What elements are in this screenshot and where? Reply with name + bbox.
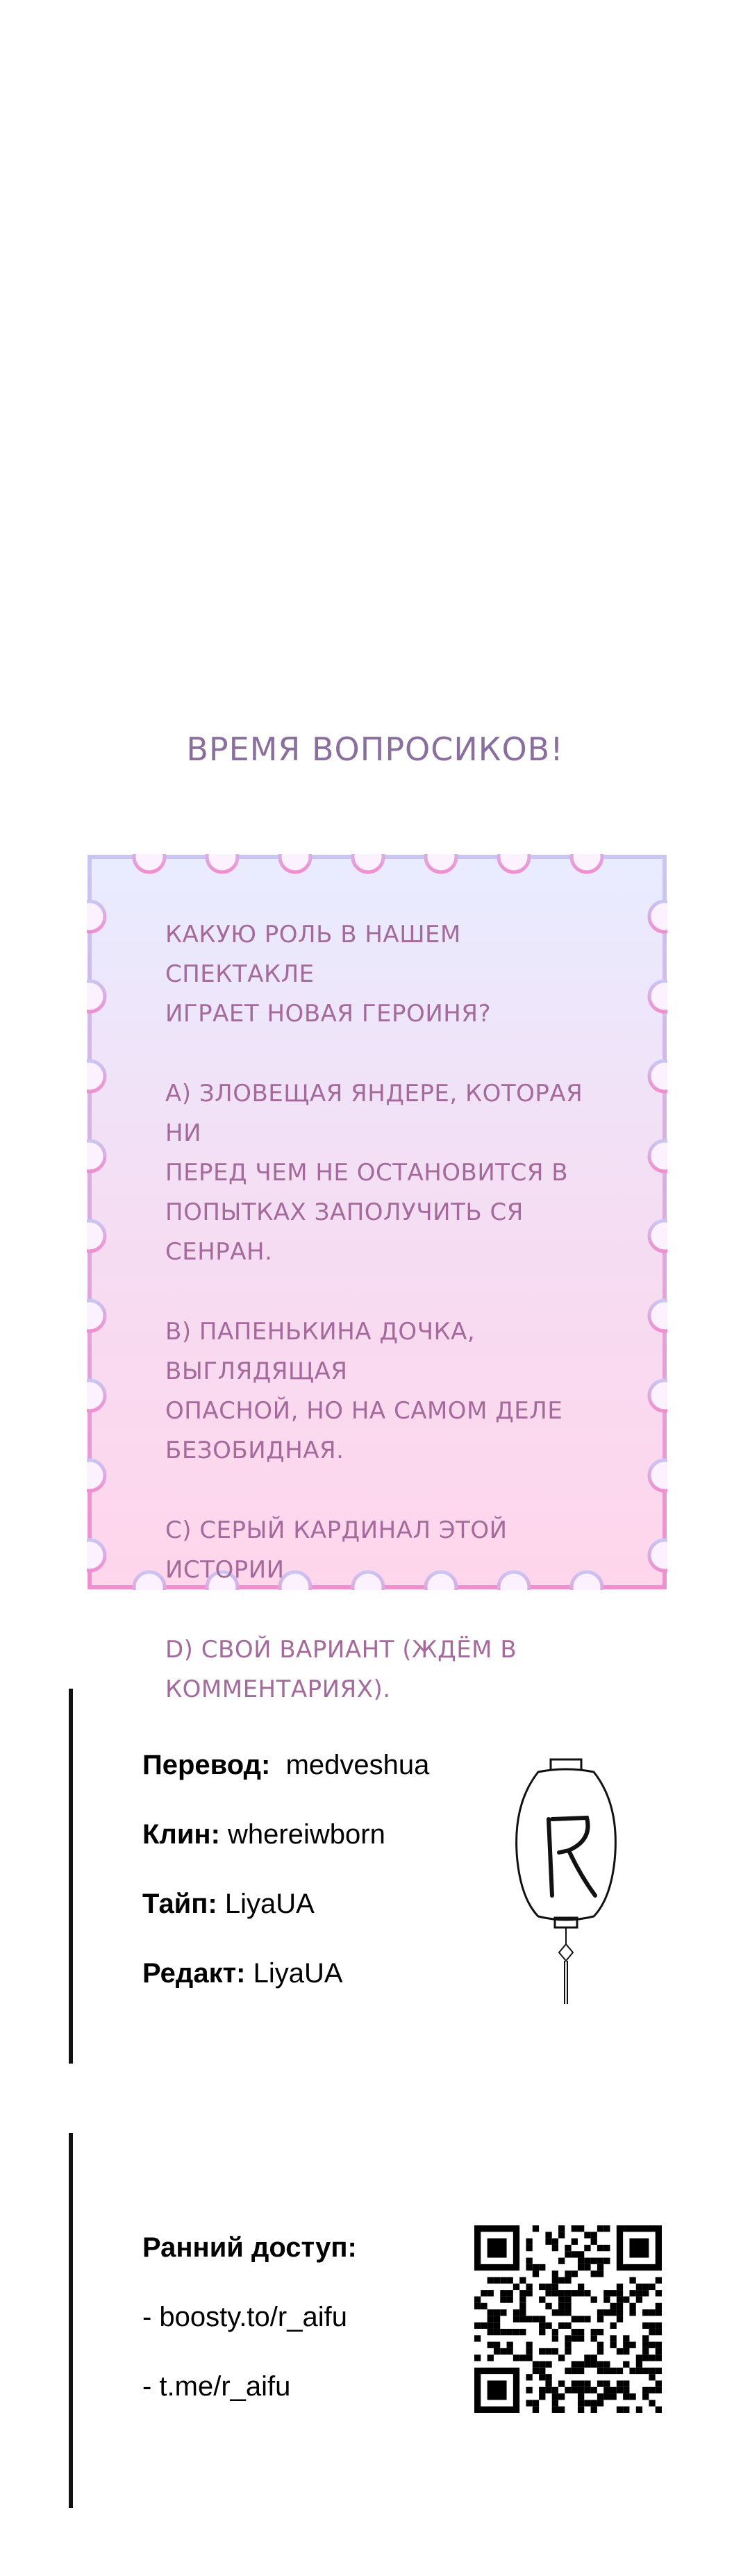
- boosty-link[interactable]: - boosty.to/r_aifu: [142, 2302, 347, 2332]
- credits-divider: [69, 1689, 73, 2064]
- credit-type: Тайп: LiyaUA: [142, 1889, 315, 1919]
- option-d: D) СВОЙ ВАРИАНТ (ЖДЁМ В КОММЕНТАРИЯХ).: [165, 1636, 517, 1703]
- credit-edit: Редакт: LiyaUA: [142, 1958, 343, 1989]
- question-prompt: КАКУЮ РОЛЬ В НАШЕМ СПЕКТАКЛЕ ИГРАЕТ НОВАЯ ГЕРОИНЯ?: [165, 921, 491, 1028]
- question-heading: ВРЕМЯ ВОПРОСИКОВ!: [186, 730, 564, 768]
- question-stamp-card: [87, 854, 667, 1703]
- credit-clean: Клин: whereiwborn: [142, 1819, 385, 1850]
- option-a: A) ЗЛОВЕЩАЯ ЯНДЕРЕ, КОТОРАЯ НИ ПЕРЕД ЧЕМ НЕ ОСТАНОВИТСЯ В ПОПЫТКАХ ЗАПОЛУЧИТЬ СЯ СЕНРАН.: [165, 1080, 583, 1266]
- option-c: C) СЕРЫЙ КАРДИНАЛ ЭТОЙ ИСТОРИИ: [165, 1516, 508, 1584]
- question-text-area: [165, 915, 610, 1750]
- early-access-title: Ранний доступ:: [142, 2232, 357, 2263]
- early-access-divider: [69, 2133, 73, 2508]
- option-b: B) ПАПЕНЬКИНА ДОЧКА, ВЫГЛЯДЯЩАЯ ОПАСНОЙ, НО НА САМОМ ДЕЛЕ БЕЗОБИДНАЯ.: [165, 1318, 563, 1464]
- qr-code-icon[interactable]: [474, 2225, 662, 2413]
- lantern-logo-icon: [510, 1757, 622, 2007]
- telegram-link[interactable]: - t.me/r_aifu: [142, 2371, 291, 2402]
- credit-translation: Перевод: medveshua: [142, 1750, 430, 1780]
